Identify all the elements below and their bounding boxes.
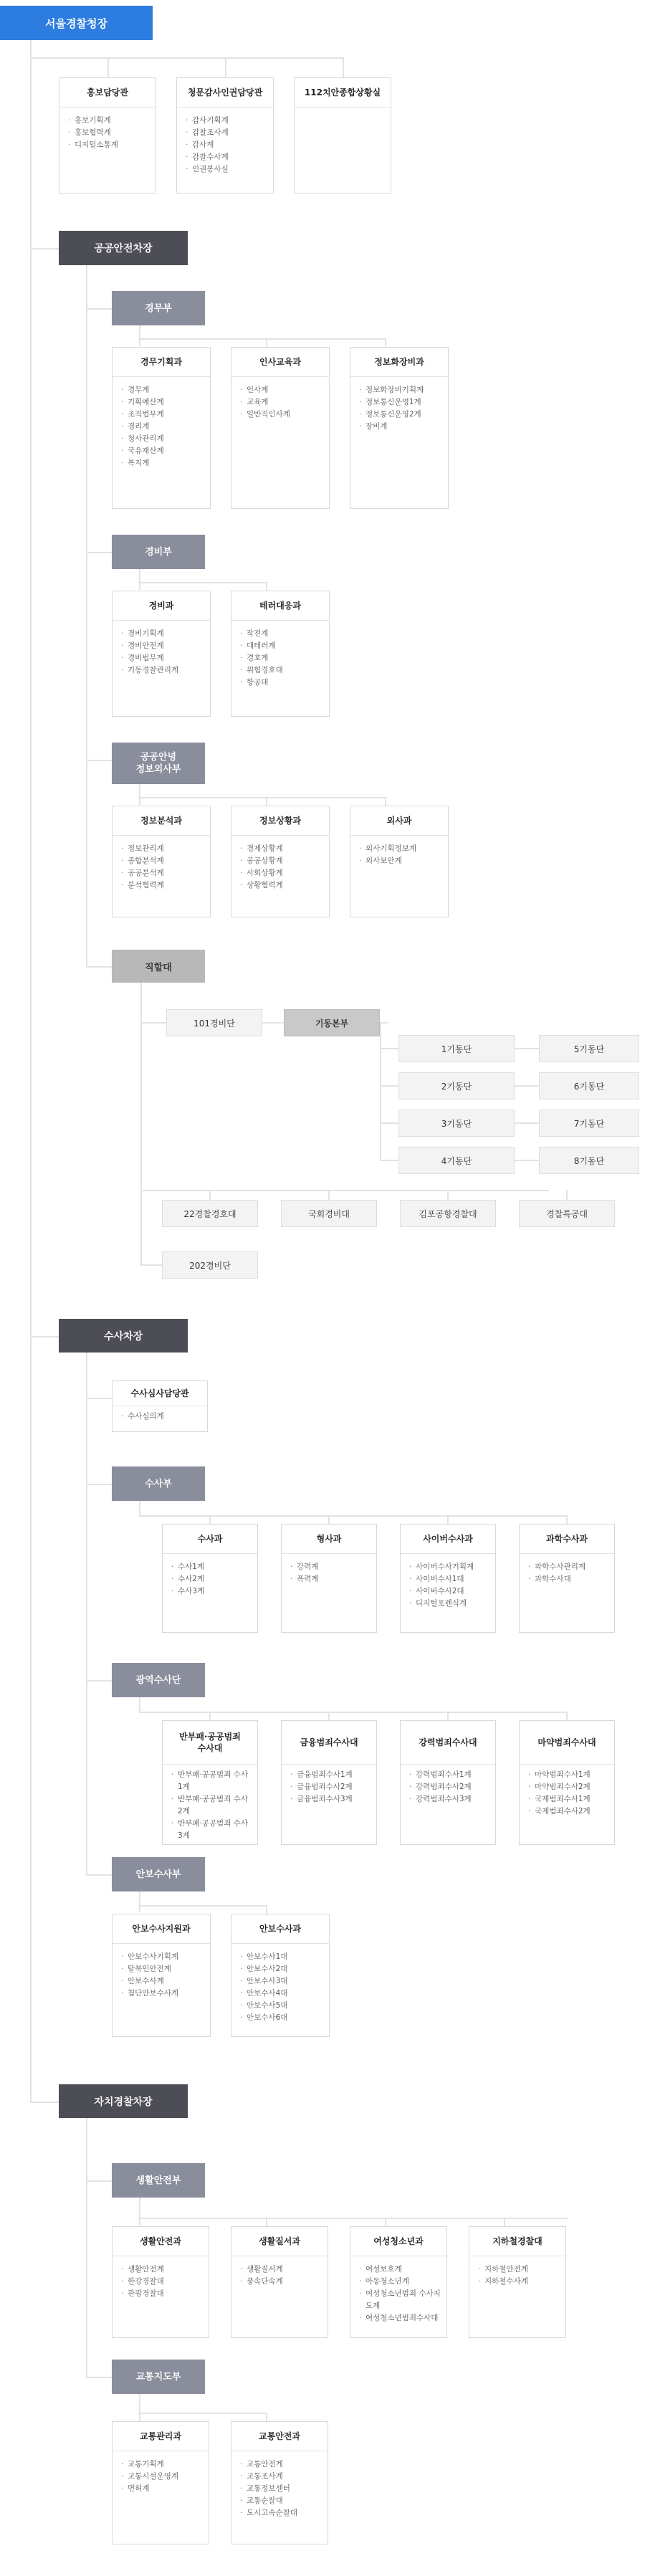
list-item: · 외사기획정보계	[359, 843, 442, 855]
connector-bottom-u4	[566, 1190, 568, 1200]
list-item: · 강력범죄수사2계	[409, 1781, 489, 1793]
box-items	[163, 1554, 257, 1603]
list-item: · 감찰조사계	[186, 127, 267, 139]
list-item: · 여성청소년범죄수사대	[359, 2312, 441, 2324]
connector-traffic-b2	[266, 2413, 267, 2421]
box-items	[401, 1765, 495, 1811]
connector-gb-trunk	[139, 568, 140, 590]
head-line: 공공안녕	[140, 752, 177, 763]
connector-gb-b2	[266, 582, 267, 591]
box-title: 정보화장비과	[350, 348, 448, 377]
list-item: · 반부패·공공범죄 수사3계	[171, 1818, 252, 1842]
list-item: · 국제범죄수사1계	[528, 1793, 608, 1805]
unit-swat[interactable]: 경찰특공대	[519, 1200, 615, 1227]
list-item: · 한강경찰대	[121, 2276, 203, 2288]
head-autonomous-deputy[interactable]: 자치경찰차장	[59, 2084, 188, 2118]
list-item: · 지하철수사계	[478, 2276, 560, 2288]
box-title: 사이버수사과	[401, 1525, 495, 1554]
connector-mobile-hq	[380, 1022, 388, 1024]
connector-gm-trunk	[139, 325, 140, 346]
connector-gm-b2	[266, 338, 267, 347]
connector-direct-row1	[140, 1022, 166, 1024]
list-item: · 아동청소년계	[359, 2276, 441, 2288]
head-traffic-guidance[interactable]: 교통지도부	[112, 2360, 205, 2394]
connector-top-box3	[343, 57, 344, 77]
unit-101[interactable]: 101경비단	[166, 1009, 262, 1036]
head-security-investigation[interactable]: 안보수사부	[112, 1857, 205, 1892]
list-item: · 경비안전계	[121, 640, 204, 652]
list-item: · 안보수사5대	[240, 2000, 323, 2012]
list-item: · 교통시설운영계	[121, 2471, 203, 2483]
box-title: 테러대응과	[231, 591, 329, 621]
list-item: · 관광경찰대	[121, 2288, 203, 2300]
list-item: · 사회상황계	[240, 867, 323, 879]
box-112-situation-room[interactable]	[294, 77, 391, 194]
list-item: · 디지털포렌식계	[409, 1598, 489, 1610]
box-items	[401, 1554, 495, 1616]
mobile-unit-4[interactable]: 4기동단	[398, 1147, 515, 1174]
connector-life	[86, 2180, 112, 2182]
connector-susa-b2	[328, 1515, 330, 1524]
head-regional-unit[interactable]: 광역수사단	[112, 1663, 205, 1697]
list-item: · 기획예산계	[121, 396, 204, 409]
list-item: · 분석협력계	[121, 879, 204, 892]
unit-22-escort[interactable]: 22경찰경호대	[162, 1200, 258, 1227]
box-items	[350, 2256, 446, 2330]
box-items	[282, 1765, 376, 1811]
box-items	[231, 836, 329, 897]
connector-reg-b4	[566, 1712, 568, 1720]
box-traffic-management[interactable]	[112, 2421, 209, 2544]
title-line: 금융범죄수사대	[300, 1737, 358, 1747]
list-item: · 여성청소년범죄 수사지도계	[359, 2288, 441, 2312]
head-susa-bu[interactable]: 수사부	[112, 1466, 205, 1501]
unit-national-assembly[interactable]: 국회경비대	[281, 1200, 377, 1227]
list-item: · 인권봉사실	[186, 163, 267, 176]
list-item: · 경무계	[121, 384, 204, 396]
list-item: · 수사1계	[171, 1561, 252, 1573]
box-title: 청문감사인권담당관	[177, 78, 273, 108]
connector-main-trunk	[30, 40, 32, 2102]
list-item: · 도시고속순찰대	[240, 2507, 322, 2519]
connector-mobile-trunk	[380, 1022, 381, 1161]
list-item: · 안보수사6대	[240, 2012, 323, 2024]
list-item: · 항공대	[240, 677, 323, 689]
box-title: 112치안종합상황실	[295, 78, 391, 108]
connector-traffic	[86, 2377, 112, 2378]
connector-reg-b1	[209, 1712, 211, 1720]
box-title: 홍보담당관	[59, 78, 156, 108]
list-item: · 청사관리계	[121, 433, 204, 445]
box-items	[59, 108, 156, 157]
list-item: · 면허계	[121, 2483, 203, 2495]
list-item: · 수사심의계	[121, 1411, 201, 1423]
list-item: · 경비기획계	[121, 628, 204, 640]
connector-mobile-mid3	[515, 1122, 539, 1124]
head-security-info-bu[interactable]	[112, 743, 205, 784]
box-subway-police[interactable]	[469, 2226, 566, 2338]
box-items	[113, 2451, 209, 2501]
title-line: 반부패·공공범죄	[179, 1732, 241, 1742]
list-item: · 마약범죄수사1계	[528, 1769, 608, 1781]
box-title: 지하철경찰대	[469, 2227, 565, 2256]
connector-life-b3	[385, 2218, 386, 2226]
box-it-equipment[interactable]	[350, 347, 449, 509]
box-security-investigation[interactable]	[231, 1914, 330, 2037]
box-security-support[interactable]	[112, 1914, 211, 2037]
box-items	[231, 2256, 328, 2294]
connector-autonomous	[30, 2102, 59, 2103]
title-line: 강력범죄수사대	[419, 1737, 477, 1747]
connector-mobile-mid2	[515, 1085, 539, 1087]
list-item: · 안보수사기획계	[121, 1951, 204, 1963]
list-item: · 금융범죄수사3계	[290, 1793, 371, 1805]
list-item: · 정보관리계	[121, 843, 204, 855]
list-item: · 정보통신운영2계	[359, 409, 442, 421]
list-item: · 일반직인사계	[240, 409, 323, 421]
list-item: · 생활질서계	[240, 2263, 322, 2276]
list-item: · 공공분석계	[121, 867, 204, 879]
list-item: · 교육계	[240, 396, 323, 409]
connector-review	[86, 1398, 112, 1399]
list-item: · 홍보기획계	[68, 115, 150, 127]
connector-life-b4	[504, 2218, 505, 2226]
box-criminal-div[interactable]	[281, 1524, 377, 1633]
connector-regional	[86, 1680, 112, 1681]
list-item: · 교통조사계	[240, 2471, 322, 2483]
box-items	[113, 1406, 207, 1428]
list-item: · 복지계	[121, 457, 204, 469]
box-title: 과학수사과	[520, 1525, 614, 1554]
top-head-seoul-commissioner[interactable]: 서울경찰청장	[0, 6, 153, 40]
list-item: · 수사2계	[171, 1573, 252, 1585]
list-item: · 위험경호대	[240, 664, 323, 677]
box-title: 여성청소년과	[350, 2227, 446, 2256]
box-title: 교통안전과	[231, 2422, 328, 2451]
box-items	[231, 1944, 329, 2030]
list-item: · 대테러계	[240, 640, 323, 652]
list-item: · 경호계	[240, 652, 323, 664]
connector-public-safety	[30, 248, 59, 249]
box-title: 인사교육과	[231, 348, 329, 377]
connector-top-row	[30, 57, 344, 59]
list-item: · 수사3계	[171, 1585, 252, 1598]
list-item: · 조직법무계	[121, 409, 204, 421]
box-security-guard[interactable]	[112, 591, 211, 717]
list-item: · 인사계	[240, 384, 323, 396]
mobile-unit-3[interactable]: 3기동단	[398, 1110, 515, 1137]
head-gyeongmu-bu[interactable]: 경무부	[112, 291, 205, 325]
connector-reg-trunk	[139, 1697, 140, 1712]
box-title: 생활질서과	[231, 2227, 328, 2256]
head-public-safety-deputy[interactable]: 공공안전차장	[59, 231, 188, 265]
box-title: 정보상황과	[231, 806, 329, 836]
connector-susa-trunk	[139, 1500, 140, 1516]
box-items	[520, 1554, 614, 1591]
list-item: · 경제상황계	[240, 843, 323, 855]
list-item: · 첨단안보수사계	[121, 1988, 204, 2000]
connector-bottom-u2	[328, 1190, 330, 1200]
list-item: · 경리계	[121, 421, 204, 433]
connector-gb-row	[139, 582, 267, 583]
box-life-safety[interactable]	[112, 2226, 209, 2338]
head-direct-units[interactable]: 직할대	[112, 950, 205, 983]
connector-susa-b3	[447, 1515, 449, 1524]
box-forensic-div[interactable]	[519, 1524, 615, 1633]
list-item: · 안보수사1대	[240, 1951, 323, 1963]
connector-top-box2	[225, 57, 226, 77]
list-item: · 강력계	[290, 1561, 371, 1573]
connector-susa-row	[139, 1515, 568, 1517]
head-line: 정보외사부	[135, 764, 181, 775]
list-item: · 금융범죄수사2계	[290, 1781, 371, 1793]
box-title	[520, 1721, 614, 1765]
connector-security-info	[86, 760, 112, 761]
box-public-relations[interactable]	[59, 77, 156, 194]
connector-susa-b1	[209, 1515, 211, 1524]
mobile-unit-8[interactable]: 8기동단	[539, 1147, 639, 1174]
box-items	[520, 1765, 614, 1823]
box-title: 생활안전과	[113, 2227, 209, 2256]
connector-gyeongmu	[86, 308, 112, 310]
list-item: · 생활안전계	[121, 2263, 203, 2276]
box-title: 외사과	[350, 806, 448, 836]
unit-gimpo-airport[interactable]: 김포공항경찰대	[400, 1200, 496, 1227]
list-item: · 과학수사관리계	[528, 1561, 608, 1573]
connector-susa-b4	[566, 1515, 568, 1524]
box-title: 교통관리과	[113, 2422, 209, 2451]
list-item: · 탈북민안전계	[121, 1963, 204, 1975]
box-title: 경무기획과	[113, 348, 210, 377]
box-items	[231, 2451, 328, 2525]
mobile-unit-6[interactable]: 6기동단	[539, 1072, 639, 1099]
head-investigation-deputy[interactable]: 수사차장	[59, 1319, 188, 1353]
connector-mobile-r3	[380, 1122, 398, 1124]
list-item: · 상황협력계	[240, 879, 323, 892]
list-item: · 경비법무계	[121, 652, 204, 664]
box-items	[113, 2256, 209, 2306]
head-gyeongbi-bu[interactable]: 경비부	[112, 535, 205, 569]
list-item: · 국제범죄수사2계	[528, 1805, 608, 1818]
box-traffic-safety[interactable]	[231, 2421, 328, 2544]
box-title: 수사심사담당관	[113, 1381, 207, 1406]
list-item: · 과학수사대	[528, 1573, 608, 1585]
list-item: · 지하철안전계	[478, 2263, 560, 2276]
list-item: · 교통기획계	[121, 2458, 203, 2471]
box-gyeongmu-planning[interactable]	[112, 347, 211, 509]
box-anti-corruption[interactable]	[162, 1720, 258, 1845]
box-items	[469, 2256, 565, 2294]
unit-202[interactable]: 202경비단	[162, 1251, 258, 1279]
box-title: 경비과	[113, 591, 210, 621]
connector-gm-row	[139, 338, 386, 340]
box-title: 수사과	[163, 1525, 257, 1554]
box-audit-human-rights[interactable]	[176, 77, 274, 194]
connector-ps-trunk	[86, 265, 87, 967]
connector-mobile-r2	[380, 1085, 398, 1087]
box-foreign-affairs[interactable]	[350, 806, 449, 917]
list-item: · 공공상황계	[240, 855, 323, 867]
title-line: 수사대	[197, 1743, 223, 1753]
box-title: 안보수사과	[231, 1914, 329, 1944]
list-item: · 정보화장비기획계	[359, 384, 442, 396]
connector-gyeongbi	[86, 552, 112, 553]
connector-reg-b2	[328, 1712, 330, 1720]
mobile-unit-5[interactable]: 5기동단	[539, 1035, 639, 1062]
connector-bottom-u3	[447, 1190, 449, 1200]
list-item: · 사이버수사기획계	[409, 1561, 489, 1573]
box-women-youth[interactable]	[350, 2226, 447, 2338]
box-counter-terror[interactable]	[231, 591, 330, 717]
list-item: · 사이버수사1대	[409, 1573, 489, 1585]
unit-mobile-hq[interactable]: 기동본부	[284, 1009, 380, 1036]
connector-mobile-r4	[380, 1160, 398, 1161]
connector-sec-b2	[266, 1905, 267, 1914]
connector-security	[86, 1874, 112, 1876]
connector-direct-trunk	[140, 983, 142, 1266]
box-items	[163, 1765, 257, 1848]
list-item: · 외사보안계	[359, 855, 442, 867]
box-items	[113, 621, 210, 682]
connector-mobile-r1	[380, 1048, 398, 1049]
list-item: · 홍보협력계	[68, 127, 150, 139]
connector-si-b3	[385, 797, 386, 806]
list-item: · 반부패·공공범죄 수사1계	[171, 1769, 252, 1793]
list-item: · 마약범죄수사2계	[528, 1781, 608, 1793]
connector-gm-b3	[385, 338, 386, 347]
box-title: 안보수사지원과	[113, 1914, 210, 1944]
connector-traffic-row	[139, 2413, 267, 2414]
list-item: · 반부패·공공범죄 수사2계	[171, 1793, 252, 1818]
connector-investigation	[30, 1336, 59, 1337]
connector-susa	[86, 1484, 112, 1485]
list-item: · 풍속단속계	[240, 2276, 322, 2288]
connector-direct-row1b	[262, 1022, 284, 1024]
connector-mobile-mid1	[515, 1048, 539, 1049]
list-item: · 장비계	[359, 421, 442, 433]
connector-life-trunk	[139, 2197, 140, 2226]
box-title	[401, 1721, 495, 1765]
list-item: · 종합분석계	[121, 855, 204, 867]
list-item: · 기동경찰관리계	[121, 664, 204, 677]
list-item: · 교통안전계	[240, 2458, 322, 2471]
list-item: · 안보수사계	[121, 1975, 204, 1988]
list-item: · 국유재산계	[121, 445, 204, 457]
box-title	[163, 1721, 257, 1765]
list-item: · 강력범죄수사1계	[409, 1769, 489, 1781]
box-info-analysis[interactable]	[112, 806, 211, 917]
box-investigation-div[interactable]	[162, 1524, 258, 1633]
box-cyber-div[interactable]	[400, 1524, 496, 1633]
box-investigation-review[interactable]	[112, 1380, 208, 1432]
connector-sec-row	[139, 1905, 267, 1907]
list-item: · 감찰수사계	[186, 151, 267, 163]
list-item: · 사이버수사2대	[409, 1585, 489, 1598]
list-item: · 작전계	[240, 628, 323, 640]
connector-sec-trunk	[139, 1891, 140, 1912]
box-drug-crime[interactable]	[519, 1720, 615, 1845]
list-item: · 금융범죄수사1계	[290, 1769, 371, 1781]
list-item: · 안보수사2대	[240, 1963, 323, 1975]
connector-inv-trunk	[86, 1353, 87, 1876]
connector-bottom-u1	[209, 1190, 211, 1200]
box-items	[282, 1554, 376, 1591]
box-items	[113, 377, 210, 475]
connector-auto-trunk	[86, 2118, 87, 2377]
list-item: · 안보수사4대	[240, 1988, 323, 2000]
connector-bottom-row	[140, 1190, 549, 1191]
connector-mobile-mid4	[515, 1160, 539, 1161]
box-title: 정보분석과	[113, 806, 210, 836]
connector-si-row	[139, 797, 386, 798]
box-items	[177, 108, 273, 181]
connector-direct	[86, 966, 112, 968]
list-item: · 정보통신운영1계	[359, 396, 442, 409]
box-life-order[interactable]	[231, 2226, 328, 2338]
mobile-unit-2[interactable]: 2기동단	[398, 1072, 515, 1099]
list-item: · 감사기획계	[186, 115, 267, 127]
connector-reg-b3	[447, 1712, 449, 1720]
list-item: · 여성보호계	[359, 2263, 441, 2276]
connector-traffic-trunk	[139, 2393, 140, 2422]
mobile-unit-1[interactable]: 1기동단	[398, 1035, 515, 1062]
box-info-situation[interactable]	[231, 806, 330, 917]
box-items	[113, 836, 210, 897]
list-item: · 안보수사3대	[240, 1975, 323, 1988]
box-financial-crime[interactable]	[281, 1720, 377, 1845]
box-violent-crime[interactable]	[400, 1720, 496, 1845]
box-title	[282, 1721, 376, 1765]
box-items	[231, 621, 329, 695]
list-item: · 교통정보센터	[240, 2483, 322, 2495]
box-items	[231, 377, 329, 426]
box-items	[350, 836, 448, 873]
box-items	[350, 377, 448, 439]
connector-reg-row	[139, 1712, 568, 1713]
box-personnel-education[interactable]	[231, 347, 330, 509]
box-items	[113, 1944, 210, 2005]
head-life-safety[interactable]: 생활안전부	[112, 2163, 205, 2198]
connector-top-box1	[108, 57, 109, 77]
list-item: · 폭력계	[290, 1573, 371, 1585]
list-item: · 강력범죄수사3계	[409, 1793, 489, 1805]
connector-life-b2	[266, 2218, 267, 2226]
connector-si-trunk	[139, 783, 140, 805]
mobile-unit-7[interactable]: 7기동단	[539, 1110, 639, 1137]
list-item: · 디지털소통계	[68, 139, 150, 151]
connector-si-b2	[266, 797, 267, 806]
list-item: · 감사계	[186, 139, 267, 151]
title-line: 마약범죄수사대	[538, 1737, 596, 1747]
box-title: 형사과	[282, 1525, 376, 1554]
list-item: · 교통순찰대	[240, 2495, 322, 2507]
